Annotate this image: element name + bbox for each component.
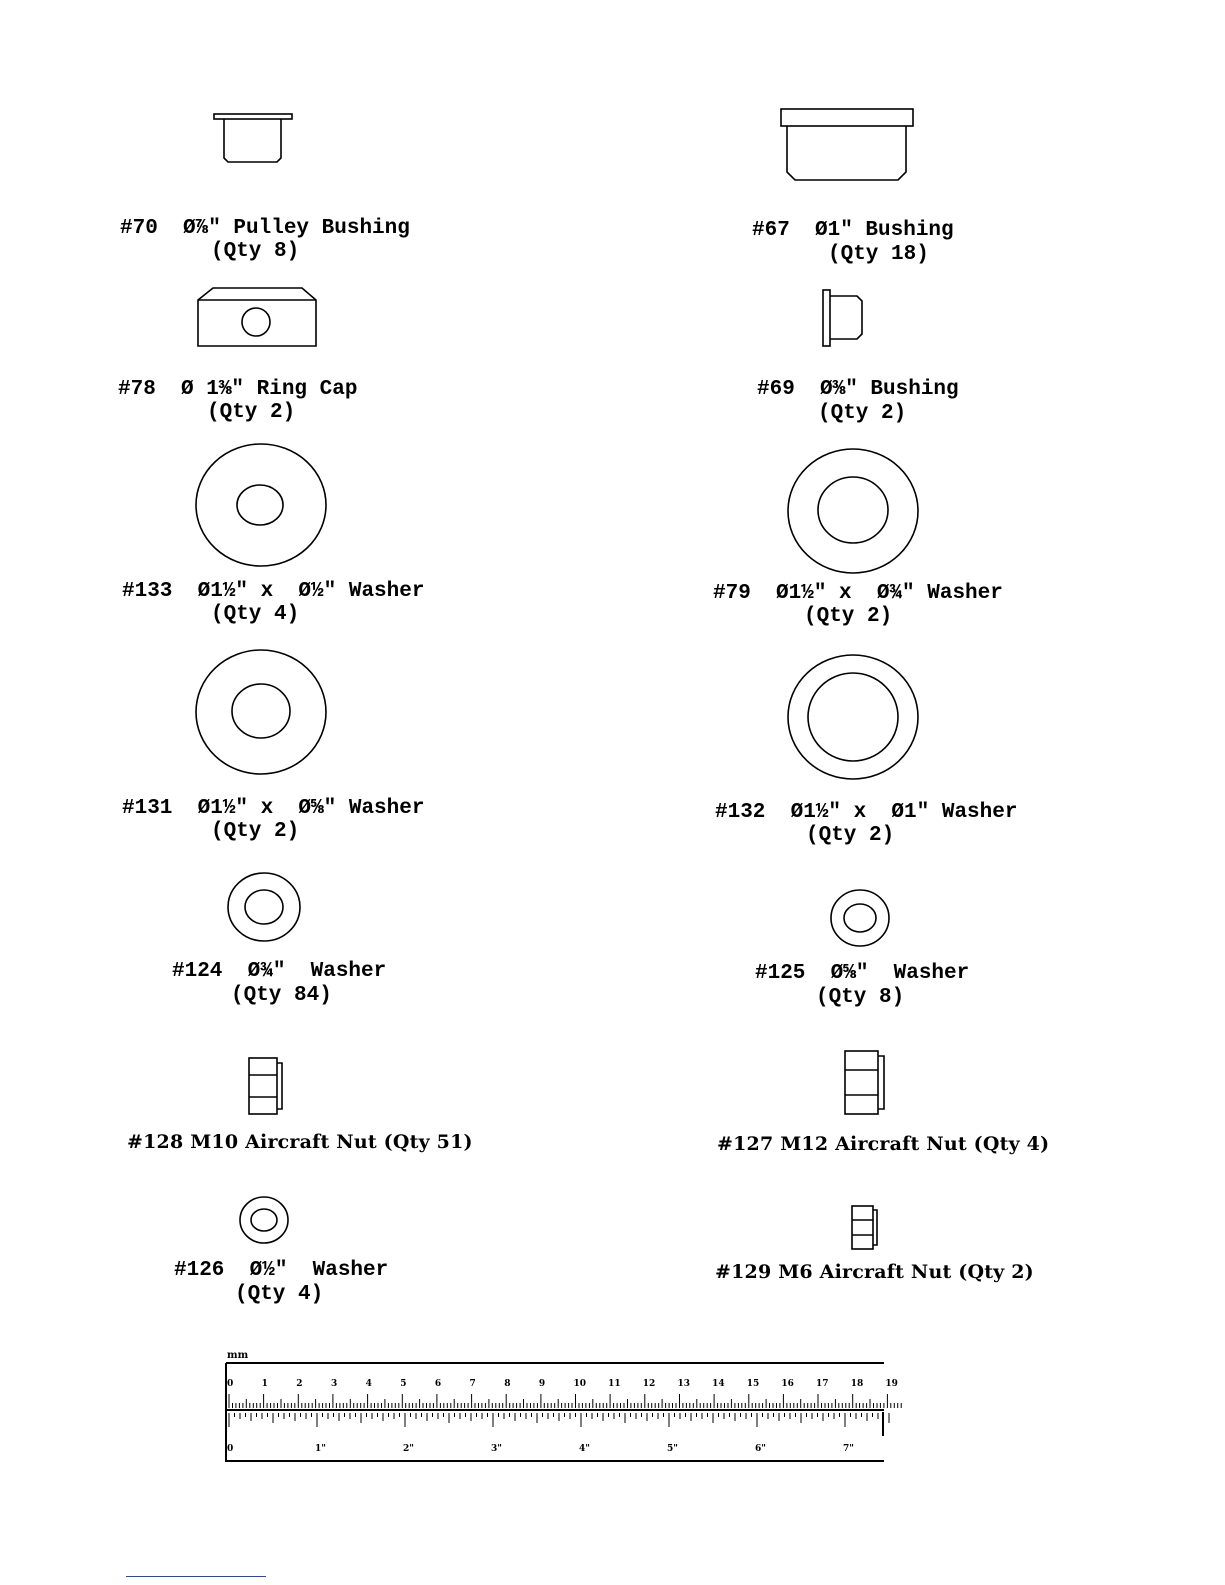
part-125-qty: (Qty 8) bbox=[816, 986, 905, 1009]
part-128-label: #128 M10 Aircraft Nut (Qty 51) bbox=[127, 1131, 473, 1153]
ruler-unit-mm: mm bbox=[227, 1350, 249, 1361]
part-69-label: #69 Ø⅜" Bushing bbox=[757, 378, 959, 401]
ruler-inch-label: 6" bbox=[755, 1444, 766, 1454]
nut-127-drawing bbox=[845, 1051, 884, 1114]
ruler-cm-label: 19 bbox=[885, 1379, 898, 1389]
part-131-qty: (Qty 2) bbox=[211, 820, 300, 843]
part-127-label: #127 M12 Aircraft Nut (Qty 4) bbox=[717, 1133, 1050, 1155]
ruler-inch-label: 0 bbox=[227, 1444, 234, 1454]
ruler-inch-label: 5" bbox=[667, 1444, 678, 1454]
part-67-qty: (Qty 18) bbox=[828, 243, 929, 266]
ruler-inch-label: 1" bbox=[315, 1444, 326, 1454]
inch-ticks bbox=[229, 1413, 889, 1427]
ruler-cm-label: 1 bbox=[261, 1379, 268, 1389]
ruler-cm-label: 8 bbox=[504, 1379, 511, 1389]
ring-cap-78-drawing bbox=[198, 288, 316, 346]
ruler-cm-label: 16 bbox=[781, 1379, 794, 1389]
washer-131-drawing bbox=[196, 650, 326, 774]
washer-125-drawing bbox=[831, 890, 889, 946]
ruler-cm-label: 12 bbox=[642, 1379, 656, 1389]
ruler-cm-label: 2 bbox=[296, 1379, 303, 1389]
pulley-bushing-70-drawing bbox=[214, 114, 292, 162]
part-79-label: #79 Ø1½" x Ø¾" Washer bbox=[713, 582, 1003, 605]
part-126-label: #126 Ø½" Washer bbox=[174, 1259, 389, 1282]
part-70-qty: (Qty 8) bbox=[211, 240, 300, 263]
washer-79-drawing bbox=[788, 449, 918, 573]
bushing-69-drawing bbox=[823, 290, 862, 346]
part-70-label: #70 Ø⅞" Pulley Bushing bbox=[120, 217, 410, 240]
bushing-67-drawing bbox=[781, 109, 913, 180]
ruler-inch-label: 4" bbox=[579, 1444, 590, 1454]
part-67-label: #67 Ø1" Bushing bbox=[752, 219, 954, 242]
part-133-qty: (Qty 4) bbox=[211, 603, 300, 626]
washer-124-drawing bbox=[228, 873, 300, 941]
washer-133-drawing bbox=[196, 444, 326, 566]
mm-ticks bbox=[229, 1394, 901, 1408]
ruler-cm-label: 15 bbox=[746, 1379, 760, 1389]
part-133-label: #133 Ø1½" x Ø½" Washer bbox=[122, 580, 425, 603]
part-79-qty: (Qty 2) bbox=[804, 605, 893, 628]
ruler-cm-label: 0 bbox=[227, 1379, 234, 1389]
ruler-cm-label: 14 bbox=[712, 1379, 725, 1389]
part-132-qty: (Qty 2) bbox=[806, 824, 895, 847]
washer-132-drawing bbox=[788, 655, 918, 779]
ruler-cm-label: 13 bbox=[677, 1379, 690, 1389]
part-78-label: #78 Ø 1⅜" Ring Cap bbox=[118, 378, 358, 401]
part-132-label: #132 Ø1½" x Ø1" Washer bbox=[715, 801, 1018, 824]
ruler-cm-label: 5 bbox=[400, 1379, 407, 1389]
ruler-cm-label: 4 bbox=[365, 1379, 372, 1389]
part-69-qty: (Qty 2) bbox=[818, 402, 907, 425]
ruler-cm-label: 7 bbox=[469, 1379, 476, 1389]
nut-129-drawing bbox=[852, 1206, 877, 1249]
nut-128-drawing bbox=[249, 1058, 282, 1114]
ruler-cm-label: 17 bbox=[816, 1379, 829, 1389]
ruler-cm-label: 3 bbox=[330, 1379, 338, 1389]
ruler-cm-label: 18 bbox=[850, 1379, 864, 1389]
ruler-cm-label: 11 bbox=[608, 1379, 621, 1389]
ruler-cm-label: 9 bbox=[538, 1379, 546, 1389]
part-131-label: #131 Ø1½" x Ø⅝" Washer bbox=[122, 797, 425, 820]
ruler-inch-label: 2" bbox=[403, 1444, 414, 1454]
part-126-qty: (Qty 4) bbox=[235, 1283, 324, 1306]
part-78-qty: (Qty 2) bbox=[207, 401, 296, 424]
ruler bbox=[226, 1363, 901, 1462]
ruler-inch-label: 3" bbox=[491, 1444, 502, 1454]
footer-rule bbox=[126, 1576, 266, 1577]
ruler-inch-label: 7" bbox=[843, 1444, 854, 1454]
part-124-qty: (Qty 84) bbox=[231, 984, 332, 1007]
washer-126-drawing bbox=[240, 1197, 288, 1243]
ruler-cm-label: 6 bbox=[434, 1379, 442, 1389]
ruler-cm-label: 10 bbox=[573, 1379, 587, 1389]
part-129-label: #129 M6 Aircraft Nut (Qty 2) bbox=[715, 1261, 1034, 1283]
part-125-label: #125 Ø⅝" Washer bbox=[755, 962, 970, 985]
part-124-label: #124 Ø¾" Washer bbox=[172, 960, 387, 983]
